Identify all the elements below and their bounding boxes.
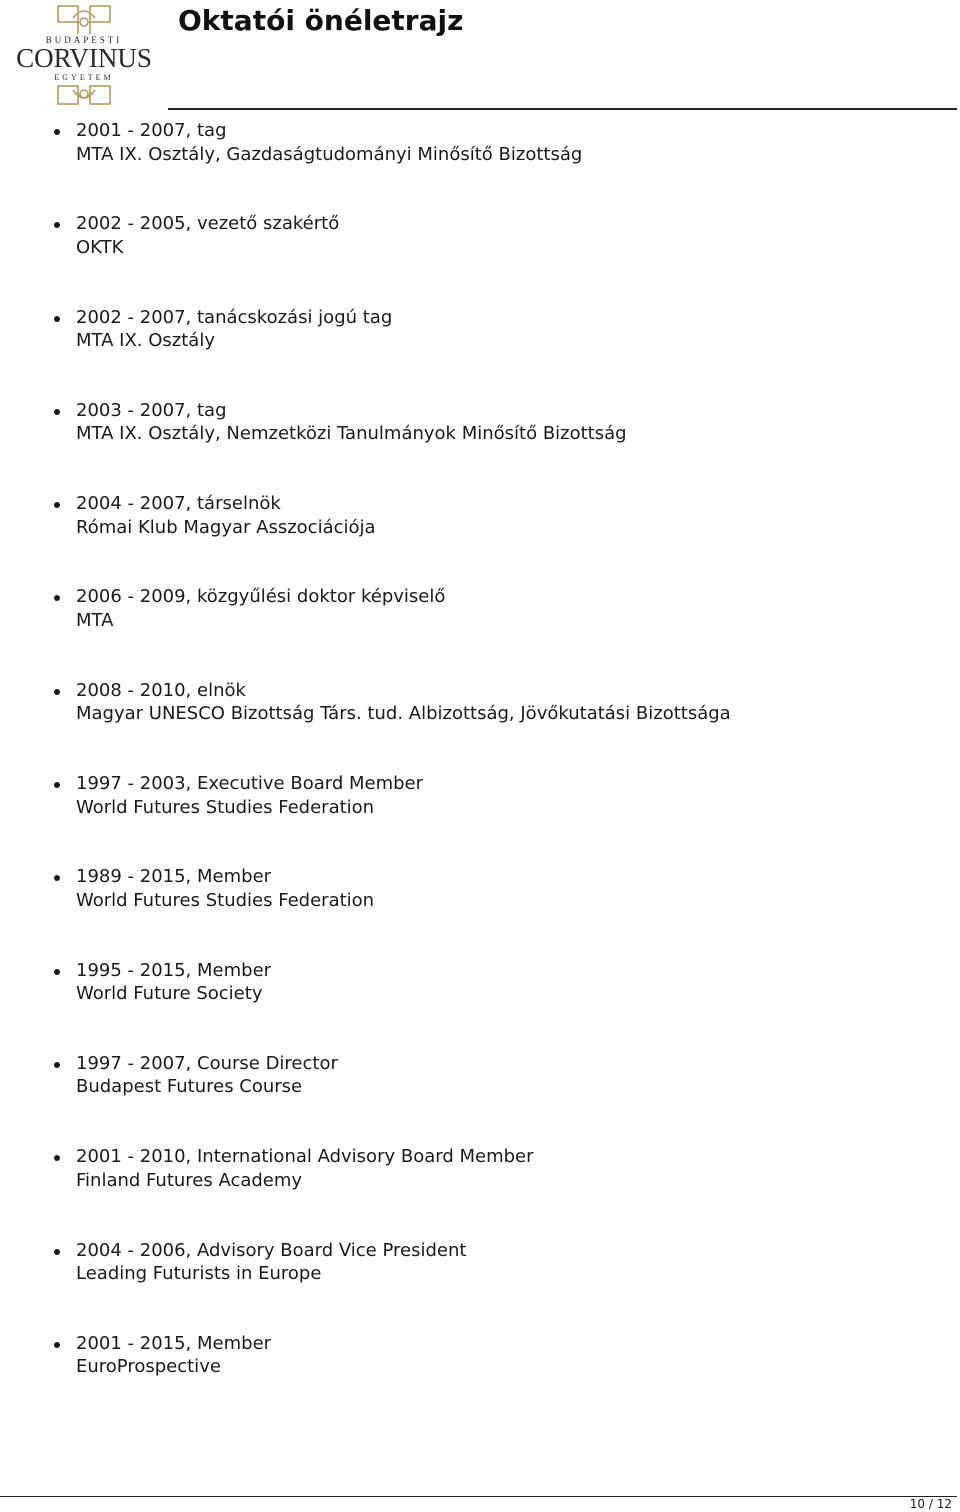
footer-divider (0, 1496, 957, 1497)
list-item (0, 1239, 960, 1332)
list-item (0, 772, 960, 865)
page-number: 10 / 12 (909, 1497, 952, 1511)
logo-ornament-bottom (58, 86, 110, 104)
list-item (0, 585, 960, 678)
entry-organization: Finland Futures Academy (76, 1169, 303, 1191)
bullet-icon (54, 409, 60, 415)
corvinus-logo (3, 4, 165, 108)
bullet-icon (54, 502, 60, 508)
bullet-icon (54, 1155, 60, 1161)
list-item (0, 399, 960, 492)
bullet-icon (54, 969, 60, 975)
entry-organization: Leading Futurists in Europe (76, 1263, 322, 1285)
entry-organization: MTA (76, 609, 114, 631)
page-header (0, 0, 960, 110)
entry-organization: World Future Society (76, 983, 263, 1005)
list-item (0, 492, 960, 585)
logo-main-text: CORVINUS (16, 43, 152, 73)
entry-organization: OKTK (76, 236, 124, 258)
entry-organization: Budapest Futures Course (76, 1076, 303, 1098)
bullet-icon (54, 222, 60, 228)
page-title: Oktatói önéletrajz (178, 4, 464, 37)
list-item (0, 1332, 960, 1425)
entry-period: 1997 - 2003, Executive Board Member (76, 773, 424, 795)
bullet-icon (54, 782, 60, 788)
bullet-icon (54, 1249, 60, 1255)
list-item (0, 306, 960, 399)
entry-period: 2008 - 2010, elnök (76, 679, 246, 701)
logo-ornament-top (58, 6, 110, 34)
logo-top-text: BUDAPESTI (45, 35, 123, 45)
entry-period: 1995 - 2015, Member (76, 959, 272, 981)
entry-period: 2003 - 2007, tag (76, 399, 227, 421)
bullet-icon (54, 1342, 60, 1348)
bullet-icon (54, 1062, 60, 1068)
entry-organization: EuroProspective (76, 1356, 221, 1378)
bullet-icon (54, 316, 60, 322)
list-item (0, 1052, 960, 1145)
entry-organization: MTA IX. Osztály, Nemzetközi Tanulmányok Minősítő Bizottság (76, 423, 627, 445)
entry-organization: World Futures Studies Federation (76, 889, 375, 911)
entry-period: 2002 - 2007, tanácskozási jogú tag (76, 306, 393, 328)
entry-period: 2001 - 2015, Member (76, 1332, 272, 1354)
entry-period: 2001 - 2010, International Advisory Board Member (76, 1146, 534, 1168)
bullet-icon (54, 129, 60, 135)
entry-period: 2004 - 2006, Advisory Board Vice President (76, 1239, 467, 1261)
list-item (0, 959, 960, 1052)
list-item (0, 119, 960, 212)
entry-period: 1997 - 2007, Course Director (76, 1052, 338, 1074)
entry-organization: Római Klub Magyar Asszociációja (76, 516, 376, 538)
bullet-icon (54, 689, 60, 695)
list-item (0, 865, 960, 958)
entry-organization: World Futures Studies Federation (76, 796, 375, 818)
header-divider (168, 108, 957, 110)
entry-period: 2001 - 2007, tag (76, 120, 227, 141)
list-item (0, 679, 960, 772)
bullet-icon (54, 595, 60, 601)
list-item (0, 1145, 960, 1238)
entry-period: 2006 - 2009, közgyűlési doktor képviselő (76, 586, 446, 608)
entry-period: 2002 - 2005, vezető szakértő (76, 213, 340, 235)
entry-organization: MTA IX. Osztály, Gazdaságtudományi Minősítő Bizottság (76, 143, 583, 165)
list-item (0, 212, 960, 305)
entry-organization: MTA IX. Osztály (76, 330, 215, 352)
entry-period: 2004 - 2007, társelnök (76, 493, 281, 515)
entry-organization: Magyar UNESCO Bizottság Társ. tud. Albizottság, Jövőkutatási Bizottsága (76, 703, 731, 725)
membership-list (0, 119, 960, 1425)
entry-period: 1989 - 2015, Member (76, 866, 272, 888)
bullet-icon (54, 875, 60, 881)
logo-bottom-text: EGYETEM (54, 73, 114, 82)
